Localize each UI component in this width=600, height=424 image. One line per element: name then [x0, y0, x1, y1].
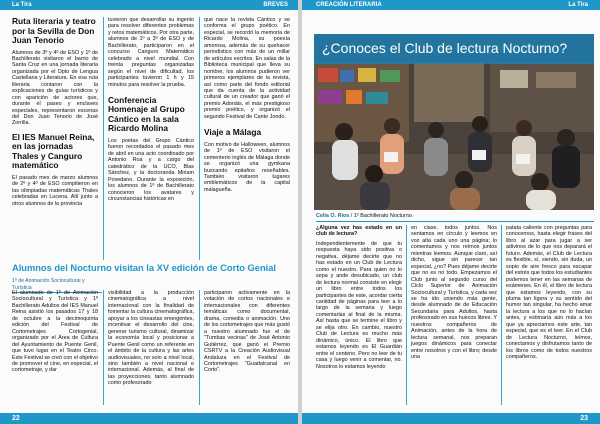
column-2 — [108, 17, 194, 206]
column-2 — [411, 225, 497, 364]
header-bar — [0, 0, 298, 10]
article-body: visibilidad a la producción cinematográfica a nivel internacional con la finalidad de fomentar la cultura cinematográfica, apoyar a los cineastas emergentes, incentivar el desarrollo del cine, generar turismo cultural, dinamizar la economía local y posicionar a Puente Genil como un referente en el ámbito de la cultura y las artes audiovisuales, no solo a nivel local, sino también a nivel nacional e internacional. Además, al final de las proyecciones, tanto alumnado como profesorado — [108, 290, 194, 387]
article-title-corto-genial: Alumnos del Nocturno visitan la XV edición de Corto Genial — [12, 263, 276, 273]
column-1 — [316, 225, 402, 373]
column-1 — [12, 17, 98, 210]
column-divider — [103, 290, 104, 405]
article-body: que nace la revista Cántico y se conforma el grupo poético. En especial, se recordó la memoria de Ricardo Molina, su poesía amorosa, además de su quehacer periodístico con más de un millar de artículos escritos. En salas de la Biblioteca municipal que lleva su nombre, los alumnos pudieron ver primeros ejemplares de la revista, así como parte del fondo editorial que da cuenta de la actividad cultural de un creador que ganó el premio Adonáis, el más prestigioso premio poético, y organizó el segundo Festival de Cante Jondo. — [204, 17, 290, 120]
photo-title-bar — [314, 34, 594, 64]
header-bar — [302, 0, 600, 10]
photo-title: ¿Conoces el Club de lectura Nocturno? — [322, 40, 568, 56]
section-name: CREACIÓN LITERARIA — [316, 2, 382, 8]
article-body: patata caliente con preguntas para conocernos, hasta elegir frases del libro al azar para jugar a ser adivinos de lo que nos deparará el futuro. Además, el Club de Lectura es flexible, sí, siendo, sin duda, un sopio de aire fresco para escapar del estrés que todos los estudiantes podemos tener en las semanas de exámenes. En él, el libro de lectura que estamos leyendo, con su pluma tan ligera y su sentido del humor tan singular, ha hecho amar la lectura a los que no lo hacían antes, y estimaría aún más a los que ya apreciamos este arte, tan especial, que es el leer. En el Club de Lectura Nocturno, leímos, conectamos y disfrutamos tanto de los libros como de todos nuestros compañeros. — [506, 225, 593, 361]
article-title: Ruta literaria y teatro por la Sevilla de Don Juan Tenorio — [12, 16, 96, 45]
column-divider — [501, 225, 502, 405]
article-title: El IES Manuel Reina, en las jornadas Thales y Canguro matemático — [12, 131, 95, 171]
article-body: en clase, todos juntos. Nos sentamos en círculo y leemos en voz alta cada uno una página; lo comentamos y nos reímos juntos mientras leemos. Aunque claro, así dicho, sigue sin parecer tan especial, ¿no? Pues déjame decirte que no es no todo. Empezamos el Club junto al segundo curso del Ciclo Superior de Animación Sociocultural y Turística, y cada vez se ha ido uniendo más gente, desde alumnado de de Educación Secundaria para Adultos, hasta profesorado en sus huecos libres. Y nuestros compañeros de Animación, antes de la hora de lectura semanal, nos preparan juegos dinámicos para conectar entre nosotros y con el libro; desde una — [411, 225, 497, 361]
article-title: Conferencia Homenaje al Grupo Cántico en la sala Ricardo Molina — [108, 94, 185, 134]
article-title: Viaje a Málaga — [204, 127, 262, 138]
article-body: participaron activamente en la votación de cortos nacionales e internacionales con diferentes temáticas como documental, drama, comedia o animación. Uno de los cortometrajes que más gustó a nuestro alumnado fue el de "Tumbas vecinas" de José Antonio Gutiérrez, que ganó el Premio CSRTV a la Creación Audiovisual Andaluza en el Festival de Cortometrajes "Guadalcanal en Corto". — [204, 290, 290, 374]
column-3 — [204, 290, 290, 377]
column-1 — [12, 290, 98, 377]
magazine-name: La Tira — [568, 2, 588, 8]
article-body: El alumnado de 1º de Animación Sociocultural y Turística y 1º Bachillerato Adultos del IES Manuel Reina asistió los pasados 17 y 18 de octubre a la decimoquinta edición del Festival de Cortometrajes Cortogenial, organizado por el Área de Cultura del Ayuntamiento de Puente Genil, que tuvo lugar en el Teatro Circo. Este Festival se creó con el objetivo de promover el cine, en especial, el cortometraje, y dar — [12, 290, 98, 374]
footer-bar — [302, 413, 600, 424]
column-divider — [103, 17, 104, 260]
article-body: tuvieron que desarrollar su ingenio para resolver diferentes problemas y retos matemáticos. Por otra parte, alumnos de 1º a 3º de ESO y de Bachillerato, participaron en el concurso Canguro Matemático celebrado a nivel mundial. Con treinta preguntas organizadas según el nivel de dificultad, los participantes tuvieron 1 h y 15 minutos para resolver la prueba. — [108, 17, 194, 88]
page-number: 22 — [12, 415, 20, 422]
author-role: / 1º Bachillerato Nocturno. — [350, 213, 414, 219]
article-body: El pasado mes de marzo alumnos de 2º y 4º de ESO compitieron en las olimpiadas matemáticas Thales celebradas en Lucena. Allí junto a otros alumnos de la provincia — [12, 174, 98, 207]
article-subtitle: 1º de Animación Sociocultural y Turística — [12, 278, 102, 293]
article-body: Independientemente de que tu respuesta haya sido positiva o negativa, déjame decirte que no has estado en un Club de Lectura como el nuestro. Para quien no lo sepa y ande desubicado, un club de lectura normal consiste en elegir un libro entre todos los participantes de este, acordar cierta cantidad de páginas para leer a lo largo de la semana y luego comentarlas al final de la misma. Así hasta que se termine el libro y se elija otro. En cambio, nuestro Club de Lectura es mucho más dinámico, único. El libro que estamos leyendo es El Guardián entre el centeno. Pero no leer de tu casa y luego venir a comentar, no. Nosotros lo estamos leyendo — [316, 240, 402, 370]
footer-bar — [0, 413, 298, 424]
author-name: Celia O. Ríos — [316, 213, 350, 219]
group-photo — [314, 34, 594, 210]
page-number: 23 — [580, 415, 588, 422]
column-divider — [406, 225, 407, 405]
article-body: Con motivo de Halloween, alumnos de 1º de ESO visitaron el cementerio inglés de Málaga donde se organizó una gymkana buscando epitafios reseñables. También visitaron lugares emblemáticos de la capital malagueña. — [204, 141, 290, 193]
magazine-name: La Tira — [12, 2, 32, 8]
section-name: BREVES — [263, 2, 288, 8]
caption-rule — [316, 221, 594, 222]
column-3 — [204, 17, 290, 196]
column-2 — [108, 290, 194, 390]
column-divider — [199, 17, 200, 260]
column-3 — [506, 225, 592, 364]
page-left — [0, 0, 298, 424]
article-lead-question: ¿Alguna vez has estado en un club de lectura? — [316, 225, 402, 238]
article-body: Los poetas del Grupo Cántico fueron recordados el pasado mes de abril en una acto coordinado por Antonio Roa y a cargo del catedrático de la UCO, Blas Sánchez, y la doctoranda Miriam Povedano. Durante la exposición, los alumnos de 1º de Bachillerato conocieron los avatares y circunstancias históricas en — [108, 137, 194, 203]
page-right — [302, 0, 600, 424]
article-body: Alumnos de 3º y 4º de ESO y 1º de Bachillerato visitaron el barrio de Santa Cruz en una jornada literaria organizada por el Dpto de Lengua Castellana y Literatura. En esa ruta literaria contaron con la explicaciones de guías turísticos y con aparición de actores que, durante el paseo y enclaves especiales, representaron escenas del Don Juan Tenorio de José Zorrilla. — [12, 49, 98, 127]
column-divider — [199, 290, 200, 405]
author-caption — [316, 213, 413, 220]
